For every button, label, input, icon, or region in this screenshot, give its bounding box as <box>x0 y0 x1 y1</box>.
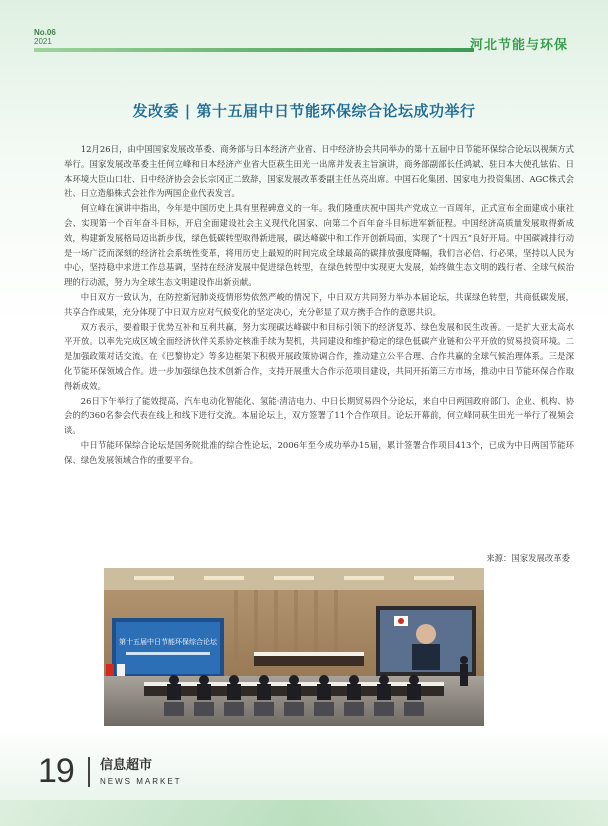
paragraph: 中日双方一致认为，在防控新冠肺炎疫情形势依然严峻的情况下，中日双方共同努力举办本届论坛，共谋绿色转型，共商低碳发展，共享合作成果，充分体现了中日双方应对气候变化的坚定决心，充分彰显了双方携手合作的意愿共识。 <box>64 291 574 317</box>
page-header <box>0 0 608 60</box>
footer-divider <box>88 757 90 787</box>
screen-caption: 第十五届中日节能环保综合论坛 <box>119 638 217 646</box>
section-subtitle: NEWS MARKET <box>100 777 182 786</box>
forum-photo <box>104 568 484 726</box>
magazine-brand: 河北节能与环保 <box>470 38 569 53</box>
article-body <box>64 142 574 468</box>
article-headline: 发改委 | 第十五届中日节能环保综合论坛成功举行 <box>132 102 476 120</box>
page-number: 19 <box>38 752 74 790</box>
header-bar <box>34 48 474 52</box>
conference-hall-illustration <box>104 568 484 726</box>
paragraph: 双方表示，要着眼于优势互补和互利共赢，努力实现碳达峰碳中和目标引领下的经济复苏、绿色发展和民生改善。一是扩大亚太高水平开放。以率先完成区域全面经济伙伴关系协定核准手续为契机，共同建设和维护稳定的绿色低碳产业链和公平开放的贸易投资环境。二是加强政策对话交流。在《巴黎协定》等多边框架下积极开展政策协调合作，推动建立公平合理、合作共赢的全球气候治理体系。三是深化节能环保领域合作。进一步加强绿色技术创新合作，支持开展重大合作示范项目建设，共同开拓第三方市场，推动中日节能环保合作取得新成效。 <box>64 321 574 391</box>
article-source: 来源：国家发展改革委 <box>486 553 570 563</box>
paragraph: 12月26日，由中国国家发展改革委、商务部与日本经济产业省、日中经济协会共同举办的第十五届中日节能环保综合论坛以视频方式举行。国家发展改革委主任何立峰和日本经济产业省大臣萩生田光一出席并发表主旨演讲，商务部副部长任鸿斌、驻日本大使孔铉佑、日本环境大臣山口壮、日中经济协会会长宗冈正二致辞，国家发展改革委副主任丛亮出席。中国石化集团、国家电力投资集团、AGC株式会社、日立造船株式会社作为两国企业代表发言。 <box>64 144 574 199</box>
issue-number: No.06 <box>34 28 56 37</box>
paragraph: 中日节能环保综合论坛是国务院批准的综合性论坛，2006年至今成功举办15届，累计签署合作项目413个，已成为中日两国节能环保、绿色发展领域合作的重要平台。 <box>64 439 574 465</box>
paragraph: 何立峰在演讲中指出，今年是中国历史上具有里程碑意义的一年。我们隆重庆祝中国共产党成立一百周年，正式宣布全面建成小康社会、实现第一个百年奋斗目标，开启全面建设社会主义现代化国家、向第二个百年奋斗目标进军新征程。中国经济高质量发展取得新成效，构建新发展格局迈出新步伐，绿色低碳转型取得新进展，碳达峰碳中和工作开创新局面，实现了“十四五”良好开局。中国碳减排行动是一场广泛而深刻的经济社会系统性变革，将用历史上最短的时间完成全球最高的碳排放强度降幅，我们言必信、行必果，坚持以人民为中心，坚持稳中求进工作总基调，坚持在经济发展中促进绿色转型，在绿色转型中实现更大发展，始终做生态文明的践行者、全球气候治理的行动派，努力为全球生态文明建设作出新贡献。 <box>64 203 574 288</box>
section-title: 信息超市 <box>100 758 153 773</box>
paragraph: 26日下午举行了能效提高、汽车电动化智能化、氢能·清洁电力、中日长期贸易四个分论坛，来自中日两国政府部门、企业、机构、协会的约360名参会代表在线上和线下进行交流。本届论坛上，双方签署了11个合作项目。论坛开幕前，何立峰同萩生田光一举行了视频会谈。 <box>64 395 574 436</box>
issue-year: 2021 <box>34 37 52 46</box>
footer-band <box>0 800 608 826</box>
